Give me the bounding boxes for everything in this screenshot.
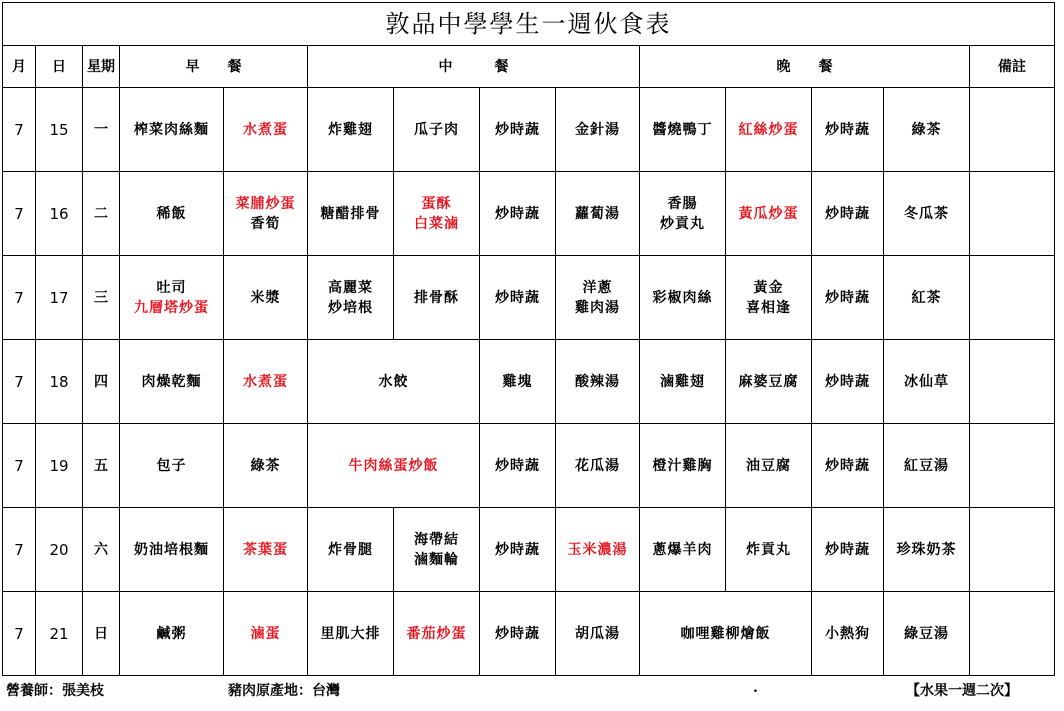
lunch-dish xyxy=(394,508,480,592)
remark-cell xyxy=(970,508,1055,592)
lunch-dish: 牛肉絲蛋炒飯 xyxy=(308,424,480,508)
weekly-menu-table xyxy=(2,2,1055,676)
lunch-dish: 排骨酥 xyxy=(394,256,480,340)
lunch-dish: 花瓜湯 xyxy=(556,424,640,508)
month-cell: 7 xyxy=(3,172,36,256)
month-cell: 7 xyxy=(3,592,36,676)
month-cell: 7 xyxy=(3,88,36,172)
dinner-dish: 彩椒肉絲 xyxy=(640,256,726,340)
breakfast-dish: 鹹粥 xyxy=(120,592,224,676)
dinner-dish: 炸貢丸 xyxy=(726,508,812,592)
dish-line: 炒貢丸 xyxy=(660,215,705,232)
dietitian-note: 營養師：張美枝 xyxy=(6,683,104,699)
dish-line: 白菜滷 xyxy=(414,215,459,232)
breakfast-dish: 包子 xyxy=(120,424,224,508)
remark-cell xyxy=(970,340,1055,424)
dish-line: 黃金 xyxy=(753,279,784,296)
weekday-cell: 四 xyxy=(83,340,120,424)
lunch-dish: 炒時蔬 xyxy=(480,592,556,676)
dish-line: 菜脯炒蛋 xyxy=(235,195,296,212)
day-cell: 19 xyxy=(36,424,83,508)
dinner-dish: 紅絲炒蛋 xyxy=(726,88,812,172)
weekday-cell: 二 xyxy=(83,172,120,256)
dinner-dish: 蔥爆羊肉 xyxy=(640,508,726,592)
menu-row xyxy=(3,424,1055,508)
dinner-dish: 冬瓜茶 xyxy=(884,172,970,256)
dinner-dish: 滷雞翅 xyxy=(640,340,726,424)
dish-line: 海帶結 xyxy=(414,531,459,548)
weekday-cell: 日 xyxy=(83,592,120,676)
weekday-cell: 一 xyxy=(83,88,120,172)
lunch-dish: 炒時蔬 xyxy=(480,424,556,508)
lunch-dish xyxy=(394,172,480,256)
dinner-dish: 炒時蔬 xyxy=(812,256,884,340)
dinner-dish: 冰仙草 xyxy=(884,340,970,424)
remark-cell xyxy=(970,88,1055,172)
dinner-dish: 綠茶 xyxy=(884,88,970,172)
lunch-dish: 雞塊 xyxy=(480,340,556,424)
lunch-dish xyxy=(308,256,394,340)
dinner-dish: 炒時蔬 xyxy=(812,340,884,424)
lunch-dish: 玉米濃湯 xyxy=(556,508,640,592)
footer-dot: . xyxy=(753,680,758,696)
header-lunch: 中 餐 xyxy=(308,46,640,88)
header-day: 日 xyxy=(36,46,83,88)
dish-line: 吐司 xyxy=(156,279,187,296)
lunch-dish: 金針湯 xyxy=(556,88,640,172)
breakfast-dish: 奶油培根麵 xyxy=(120,508,224,592)
dinner-dish xyxy=(726,256,812,340)
dinner-dish: 炒時蔬 xyxy=(812,172,884,256)
footer xyxy=(6,680,1054,702)
breakfast-dish: 水煮蛋 xyxy=(224,340,308,424)
lunch-dish: 炸雞翅 xyxy=(308,88,394,172)
weekday-cell: 六 xyxy=(83,508,120,592)
lunch-dish: 炒時蔬 xyxy=(480,88,556,172)
day-cell: 20 xyxy=(36,508,83,592)
menu-title: 敦品中學學生一週伙食表 xyxy=(3,3,1055,46)
dinner-dish: 醬燒鴨丁 xyxy=(640,88,726,172)
header-breakfast: 早 餐 xyxy=(120,46,308,88)
dish-line: 滷麵輪 xyxy=(414,551,459,568)
dish-line: 高麗菜 xyxy=(328,279,373,296)
remark-cell xyxy=(970,424,1055,508)
breakfast-dish: 米漿 xyxy=(224,256,308,340)
menu-sheet xyxy=(2,2,1054,676)
day-cell: 17 xyxy=(36,256,83,340)
day-cell: 21 xyxy=(36,592,83,676)
dinner-dish: 紅茶 xyxy=(884,256,970,340)
dinner-dish: 炒時蔬 xyxy=(812,508,884,592)
weekday-cell: 五 xyxy=(83,424,120,508)
dinner-dish: 炒時蔬 xyxy=(812,424,884,508)
lunch-dish: 胡瓜湯 xyxy=(556,592,640,676)
dinner-dish: 炒時蔬 xyxy=(812,88,884,172)
breakfast-dish: 榨菜肉絲麵 xyxy=(120,88,224,172)
day-cell: 15 xyxy=(36,88,83,172)
dinner-dish: 油豆腐 xyxy=(726,424,812,508)
breakfast-dish: 綠茶 xyxy=(224,424,308,508)
dish-line: 香腸 xyxy=(667,195,698,212)
lunch-dish: 炒時蔬 xyxy=(480,508,556,592)
dish-line: 香筍 xyxy=(250,215,281,232)
month-cell: 7 xyxy=(3,340,36,424)
header-row xyxy=(3,46,1055,88)
remark-cell xyxy=(970,172,1055,256)
header-dinner: 晚 餐 xyxy=(640,46,970,88)
menu-body xyxy=(3,88,1055,676)
menu-row xyxy=(3,508,1055,592)
dinner-dish: 珍珠奶茶 xyxy=(884,508,970,592)
remark-cell xyxy=(970,256,1055,340)
breakfast-dish xyxy=(224,172,308,256)
dinner-dish xyxy=(640,172,726,256)
header-remarks: 備註 xyxy=(970,46,1055,88)
pork-origin-note: 豬肉原產地：台灣 xyxy=(228,683,340,699)
dish-line: 雞肉湯 xyxy=(575,299,620,316)
dinner-dish: 麻婆豆腐 xyxy=(726,340,812,424)
breakfast-dish: 滷蛋 xyxy=(224,592,308,676)
weekday-cell: 三 xyxy=(83,256,120,340)
dinner-dish: 橙汁雞胸 xyxy=(640,424,726,508)
menu-row xyxy=(3,256,1055,340)
menu-row xyxy=(3,172,1055,256)
breakfast-dish xyxy=(120,256,224,340)
dish-line: 洋蔥 xyxy=(582,279,613,296)
lunch-dish: 炸骨腿 xyxy=(308,508,394,592)
dish-line: 蛋酥 xyxy=(421,195,452,212)
lunch-dish: 蘿蔔湯 xyxy=(556,172,640,256)
header-month: 月 xyxy=(3,46,36,88)
header-weekday: 星期 xyxy=(83,46,120,88)
lunch-dish: 炒時蔬 xyxy=(480,172,556,256)
dinner-dish: 紅豆湯 xyxy=(884,424,970,508)
lunch-dish: 水餃 xyxy=(308,340,480,424)
breakfast-dish: 水煮蛋 xyxy=(224,88,308,172)
breakfast-dish: 稀飯 xyxy=(120,172,224,256)
menu-row xyxy=(3,592,1055,676)
lunch-dish: 瓜子肉 xyxy=(394,88,480,172)
month-cell: 7 xyxy=(3,256,36,340)
dinner-dish: 黃瓜炒蛋 xyxy=(726,172,812,256)
dish-line: 炒培根 xyxy=(328,299,373,316)
month-cell: 7 xyxy=(3,424,36,508)
dinner-dish: 咖哩雞柳燴飯 xyxy=(640,592,812,676)
fruit-note: 【水果一週二次】 xyxy=(906,683,1018,699)
lunch-dish: 番茄炒蛋 xyxy=(394,592,480,676)
month-cell: 7 xyxy=(3,508,36,592)
day-cell: 16 xyxy=(36,172,83,256)
remark-cell xyxy=(970,592,1055,676)
breakfast-dish: 肉燥乾麵 xyxy=(120,340,224,424)
menu-row xyxy=(3,88,1055,172)
lunch-dish: 炒時蔬 xyxy=(480,256,556,340)
breakfast-dish: 茶葉蛋 xyxy=(224,508,308,592)
dish-line: 九層塔炒蛋 xyxy=(134,299,209,316)
lunch-dish: 糖醋排骨 xyxy=(308,172,394,256)
lunch-dish: 酸辣湯 xyxy=(556,340,640,424)
day-cell: 18 xyxy=(36,340,83,424)
dish-line: 喜相逢 xyxy=(746,299,791,316)
lunch-dish: 里肌大排 xyxy=(308,592,394,676)
dinner-dish: 小熱狗 xyxy=(812,592,884,676)
dinner-dish: 綠豆湯 xyxy=(884,592,970,676)
lunch-dish xyxy=(556,256,640,340)
menu-row xyxy=(3,340,1055,424)
